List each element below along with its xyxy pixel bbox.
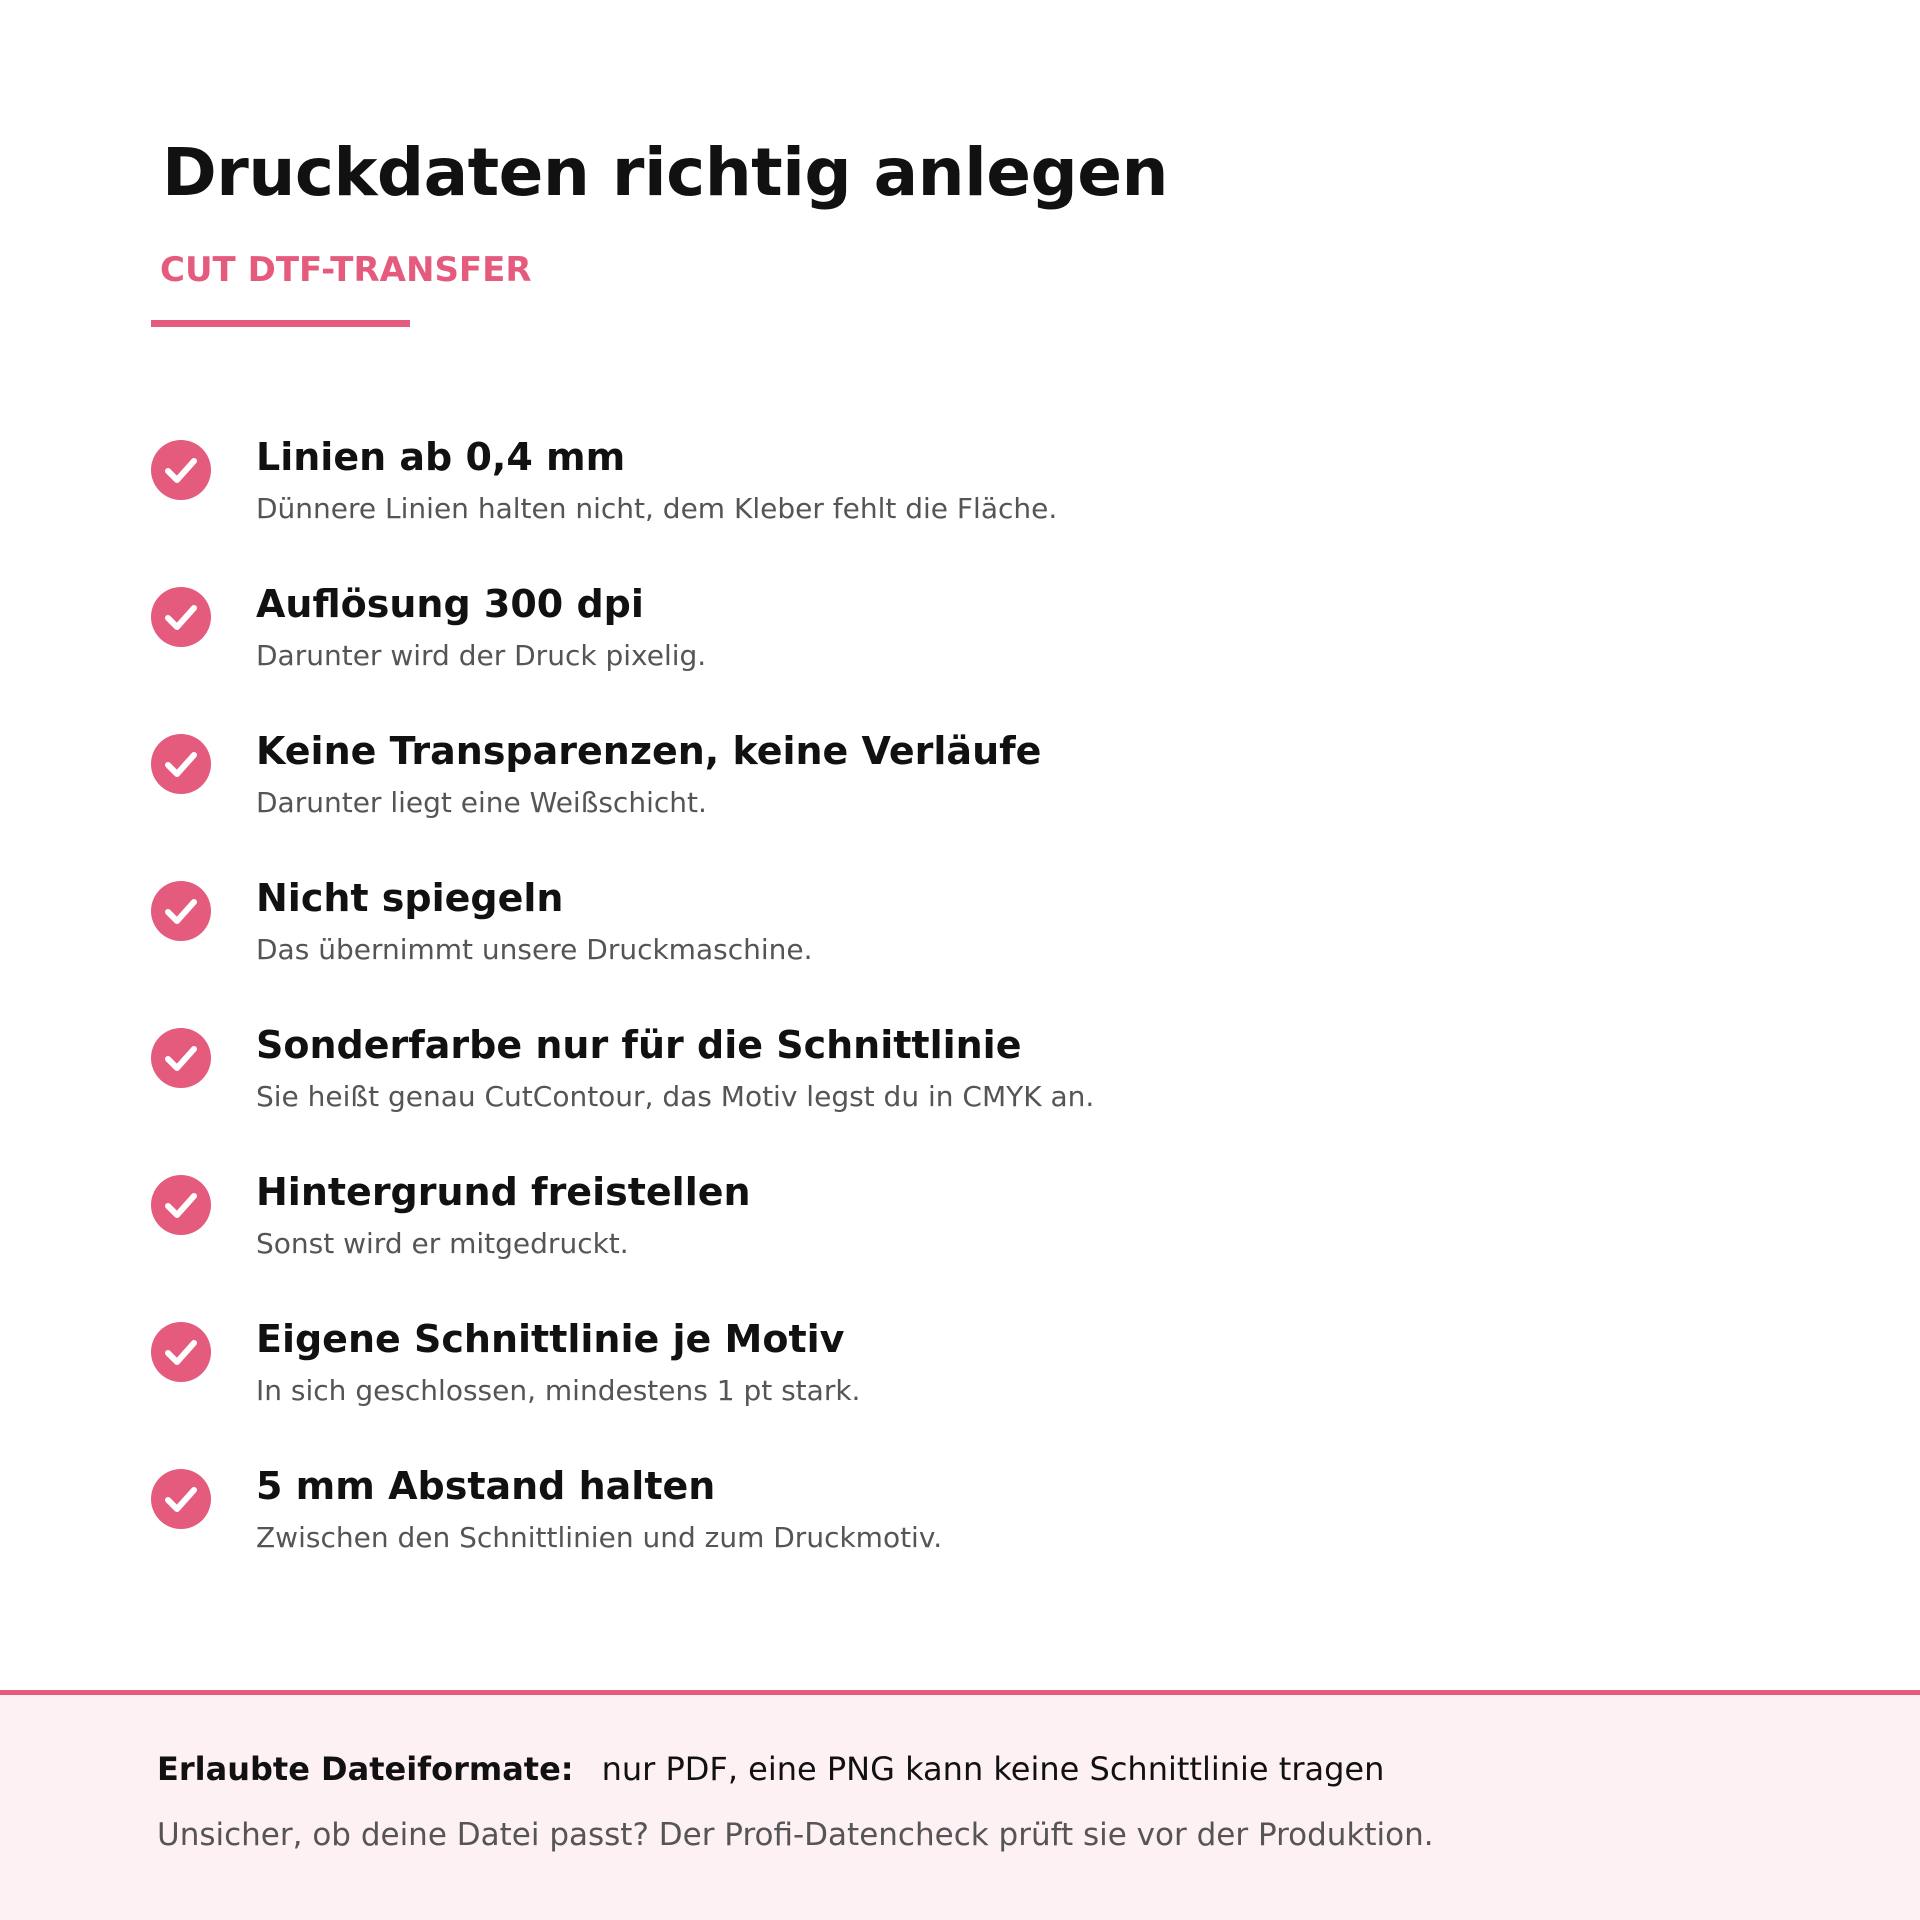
file-formats-label: Erlaubte Dateiformate: (157, 1750, 574, 1788)
page-title: Druckdaten richtig anlegen (162, 134, 1168, 211)
data-check-note: Unsicher, ob deine Datei passt? Der Profi-Datencheck prüft sie vor der Produktion. (157, 1817, 1434, 1853)
checklist-item-title: Hintergrund freistellen (256, 1170, 751, 1214)
checklist-item (0, 1464, 1920, 1599)
checklist-item (0, 1317, 1920, 1452)
checklist-item-title: Sonderfarbe nur für die Schnittlinie (256, 1023, 1022, 1067)
checklist-item-description: Das übernimmt unsere Druckmaschine. (256, 933, 813, 966)
check-circle-icon (151, 587, 211, 647)
check-circle-icon (151, 1322, 211, 1382)
checklist-item-description: Darunter liegt eine Weißschicht. (256, 786, 707, 819)
checklist-item-description: Sonst wird er mitgedruckt. (256, 1227, 629, 1260)
checklist-item-title: Nicht spiegeln (256, 876, 564, 920)
file-formats-line (157, 1747, 1384, 1791)
checklist-item (0, 876, 1920, 1011)
check-circle-icon (151, 1028, 211, 1088)
checklist-item-title: Eigene Schnittlinie je Motiv (256, 1317, 845, 1361)
check-circle-icon (151, 881, 211, 941)
check-circle-icon (151, 1469, 211, 1529)
checklist-item-description: Sie heißt genau CutContour, das Motiv legst du in CMYK an. (256, 1080, 1095, 1113)
checklist-item (0, 582, 1920, 717)
page-subtitle: CUT DTF-TRANSFER (160, 250, 532, 290)
checklist-item-description: Zwischen den Schnittlinien und zum Druckmotiv. (256, 1521, 943, 1554)
checklist-item-title: Linien ab 0,4 mm (256, 435, 626, 479)
checklist-item-title: Auflösung 300 dpi (256, 582, 644, 626)
check-circle-icon (151, 440, 211, 500)
checklist-item-title: 5 mm Abstand halten (256, 1464, 716, 1508)
checklist-item-description: In sich geschlossen, mindestens 1 pt stark. (256, 1374, 861, 1407)
footer-panel (0, 1690, 1920, 1920)
checklist-item-description: Darunter wird der Druck pixelig. (256, 639, 707, 672)
file-formats-value: nur PDF, eine PNG kann keine Schnittlinie tragen (601, 1750, 1385, 1788)
checklist-item-description: Dünnere Linien halten nicht, dem Kleber fehlt die Fläche. (256, 492, 1058, 525)
check-circle-icon (151, 1175, 211, 1235)
checklist-item-title: Keine Transparenzen, keine Verläufe (256, 729, 1042, 773)
check-circle-icon (151, 734, 211, 794)
checklist-item (0, 1170, 1920, 1305)
checklist-item (0, 435, 1920, 570)
checklist-item (0, 1023, 1920, 1158)
checklist-item (0, 729, 1920, 864)
